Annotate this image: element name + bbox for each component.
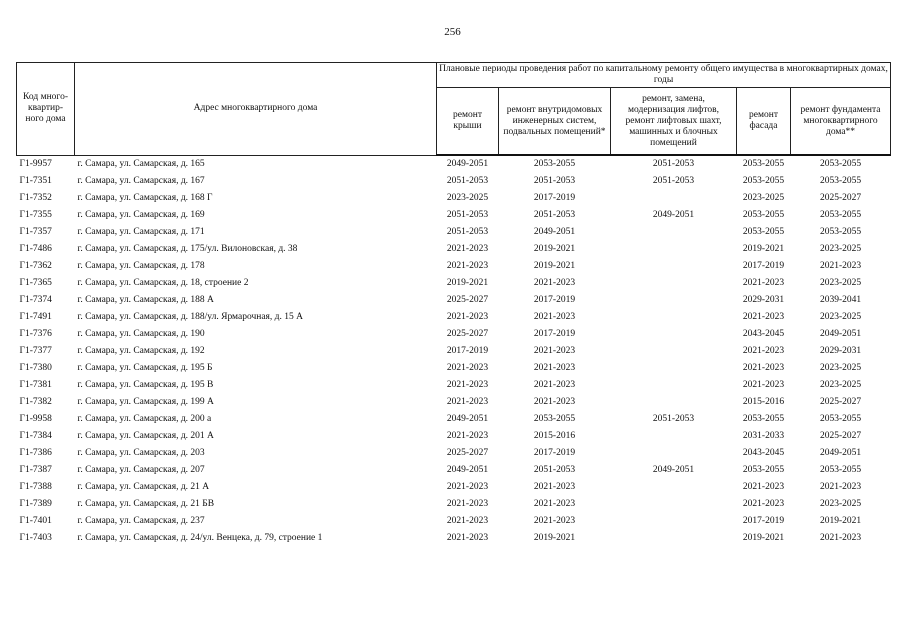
- cell-elevators: 2049-2051: [652, 210, 695, 220]
- cell-elevators: [611, 496, 737, 513]
- cell-facade: 2021-2023: [742, 346, 785, 356]
- cell-foundation: 2023-2025: [819, 244, 862, 254]
- cell-address: г. Самара, ул. Самарская, д. 199 А: [77, 397, 214, 407]
- table-row: [17, 411, 891, 428]
- cell-systems: 2021-2023: [533, 482, 576, 492]
- cell-code: Г1-7355: [19, 210, 52, 220]
- header-row: [17, 63, 891, 88]
- cell-code: Г1-7374: [19, 295, 52, 305]
- cell-facade: 2043-2045: [742, 448, 785, 458]
- table-row: [17, 190, 891, 207]
- cell-foundation: 2023-2025: [819, 499, 862, 509]
- cell-address: г. Самара, ул. Самарская, д. 171: [77, 227, 205, 237]
- cell-elevators: [611, 479, 737, 496]
- cell-code: Г1-7362: [19, 261, 52, 271]
- cell-code: Г1-7380: [19, 363, 52, 373]
- cell-foundation: 2053-2055: [819, 159, 862, 169]
- cell-address: г. Самара, ул. Самарская, д. 188 А: [77, 295, 214, 305]
- cell-roof: 2025-2027: [446, 329, 489, 339]
- table-row: [17, 173, 891, 190]
- cell-address: г. Самара, ул. Самарская, д. 21 А: [77, 482, 210, 492]
- cell-elevators: 2049-2051: [652, 465, 695, 475]
- cell-code: Г1-7352: [19, 193, 52, 203]
- cell-code: Г1-7351: [19, 176, 52, 186]
- cell-code: Г1-7357: [19, 227, 52, 237]
- cell-foundation: 2025-2027: [819, 431, 862, 441]
- header-address: Адрес многоквартирного дома: [75, 63, 437, 156]
- cell-systems: 2015-2016: [533, 431, 576, 441]
- cell-elevators: [611, 275, 737, 292]
- cell-address: г. Самара, ул. Самарская, д. 168 Г: [77, 193, 213, 203]
- cell-roof: 2049-2051: [446, 414, 489, 424]
- cell-systems: 2051-2053: [533, 465, 576, 475]
- cell-foundation: 2023-2025: [819, 380, 862, 390]
- cell-code: Г1-7387: [19, 465, 52, 475]
- cell-foundation: 2029-2031: [819, 346, 862, 356]
- cell-elevators: [611, 309, 737, 326]
- cell-facade: 2053-2055: [742, 210, 785, 220]
- cell-address: г. Самара, ул. Самарская, д. 167: [77, 176, 205, 186]
- cell-elevators: 2051-2053: [652, 176, 695, 186]
- cell-roof: 2021-2023: [446, 431, 489, 441]
- cell-code: Г1-7403: [19, 533, 52, 543]
- cell-systems: 2019-2021: [533, 261, 576, 271]
- cell-roof: 2049-2051: [446, 465, 489, 475]
- table-row: [17, 309, 891, 326]
- cell-foundation: 2021-2023: [819, 261, 862, 271]
- header-foundation: ремонт фундамента многоквартирного дома**: [791, 88, 891, 156]
- cell-code: Г1-7377: [19, 346, 52, 356]
- cell-elevators: [611, 377, 737, 394]
- cell-roof: 2021-2023: [446, 380, 489, 390]
- cell-roof: 2051-2053: [446, 210, 489, 220]
- cell-facade: 2053-2055: [742, 227, 785, 237]
- cell-systems: 2019-2021: [533, 533, 576, 543]
- cell-facade: 2043-2045: [742, 329, 785, 339]
- cell-elevators: [611, 394, 737, 411]
- cell-systems: 2017-2019: [533, 448, 576, 458]
- header-code: Код много-квартир-ного дома: [17, 63, 75, 156]
- cell-elevators: [611, 190, 737, 207]
- table-row: [17, 360, 891, 377]
- table-row: [17, 207, 891, 224]
- header-roof: ремонт крыши: [437, 88, 499, 156]
- cell-foundation: 2023-2025: [819, 312, 862, 322]
- cell-foundation: 2053-2055: [819, 465, 862, 475]
- cell-foundation: 2053-2055: [819, 414, 862, 424]
- cell-foundation: 2021-2023: [819, 533, 862, 543]
- cell-foundation: 2053-2055: [819, 210, 862, 220]
- cell-foundation: 2019-2021: [819, 516, 862, 526]
- table-row: [17, 462, 891, 479]
- cell-facade: 2053-2055: [742, 159, 785, 169]
- cell-facade: 2017-2019: [742, 516, 785, 526]
- cell-facade: 2053-2055: [742, 176, 785, 186]
- cell-elevators: [611, 326, 737, 343]
- cell-roof: 2025-2027: [446, 448, 489, 458]
- cell-facade: 2021-2023: [742, 380, 785, 390]
- cell-facade: 2023-2025: [742, 193, 785, 203]
- table-header: [17, 63, 891, 156]
- cell-foundation: 2023-2025: [819, 363, 862, 373]
- cell-systems: 2021-2023: [533, 499, 576, 509]
- cell-address: г. Самара, ул. Самарская, д. 192: [77, 346, 205, 356]
- cell-elevators: [611, 224, 737, 241]
- header-periods: Плановые периоды проведения работ по капитальному ремонту общего имущества в многоквартирных домах, годы: [437, 63, 891, 88]
- cell-facade: 2017-2019: [742, 261, 785, 271]
- cell-systems: 2017-2019: [533, 329, 576, 339]
- cell-code: Г1-7386: [19, 448, 52, 458]
- header-systems: ремонт внутридомовых инженерных систем, подвальных помещений*: [499, 88, 611, 156]
- cell-foundation: 2025-2027: [819, 193, 862, 203]
- cell-facade: 2021-2023: [742, 278, 785, 288]
- cell-systems: 2021-2023: [533, 363, 576, 373]
- cell-elevators: [611, 513, 737, 530]
- cell-elevators: 2051-2053: [652, 159, 695, 169]
- cell-code: Г1-7388: [19, 482, 52, 492]
- table-body: [17, 155, 891, 547]
- table-row: [17, 155, 891, 173]
- cell-foundation: 2049-2051: [819, 448, 862, 458]
- cell-address: г. Самара, ул. Самарская, д. 18, строение 2: [77, 278, 249, 288]
- cell-code: Г1-7376: [19, 329, 52, 339]
- cell-systems: 2021-2023: [533, 278, 576, 288]
- cell-code: Г1-7365: [19, 278, 52, 288]
- cell-systems: 2053-2055: [533, 159, 576, 169]
- cell-roof: 2051-2053: [446, 227, 489, 237]
- cell-facade: 2053-2055: [742, 465, 785, 475]
- cell-address: г. Самара, ул. Самарская, д. 175/ул. Вилоновская, д. 38: [77, 244, 298, 254]
- cell-facade: 2021-2023: [742, 363, 785, 373]
- cell-roof: 2025-2027: [446, 295, 489, 305]
- table-row: [17, 513, 891, 530]
- cell-code: Г1-9957: [19, 158, 52, 169]
- cell-address: г. Самара, ул. Самарская, д. 21 БВ: [77, 499, 215, 509]
- cell-address: г. Самара, ул. Самарская, д. 195 Б: [77, 363, 213, 373]
- cell-facade: 2015-2016: [742, 397, 785, 407]
- header-facade: ремонт фасада: [737, 88, 791, 156]
- cell-roof: 2023-2025: [446, 193, 489, 203]
- cell-systems: 2021-2023: [533, 346, 576, 356]
- cell-systems: 2021-2023: [533, 312, 576, 322]
- cell-elevators: [611, 530, 737, 547]
- cell-code: Г1-7486: [19, 244, 52, 254]
- cell-systems: 2051-2053: [533, 210, 576, 220]
- cell-elevators: [611, 445, 737, 462]
- table-row: [17, 377, 891, 394]
- cell-facade: 2021-2023: [742, 499, 785, 509]
- cell-facade: 2021-2023: [742, 312, 785, 322]
- cell-facade: 2053-2055: [742, 414, 785, 424]
- table-row: [17, 445, 891, 462]
- cell-code: Г1-7401: [19, 516, 52, 526]
- table-row: [17, 530, 891, 547]
- capital-repair-table: [16, 62, 891, 547]
- cell-roof: 2049-2051: [446, 159, 489, 169]
- cell-address: г. Самара, ул. Самарская, д. 188/ул. Ярмарочная, д. 15 А: [77, 312, 303, 322]
- cell-code: Г1-7381: [19, 380, 52, 390]
- cell-roof: 2021-2023: [446, 499, 489, 509]
- cell-roof: 2021-2023: [446, 533, 489, 543]
- cell-roof: 2017-2019: [446, 346, 489, 356]
- cell-facade: 2019-2021: [742, 533, 785, 543]
- cell-foundation: 2053-2055: [819, 176, 862, 186]
- cell-address: г. Самара, ул. Самарская, д. 165: [77, 158, 205, 169]
- table-row: [17, 224, 891, 241]
- cell-elevators: [611, 258, 737, 275]
- cell-roof: 2021-2023: [446, 261, 489, 271]
- cell-roof: 2021-2023: [446, 397, 489, 407]
- cell-address: г. Самара, ул. Самарская, д. 201 А: [77, 431, 214, 441]
- cell-address: г. Самара, ул. Самарская, д. 195 В: [77, 380, 214, 390]
- cell-elevators: 2051-2053: [652, 414, 695, 424]
- cell-systems: 2021-2023: [533, 397, 576, 407]
- cell-address: г. Самара, ул. Самарская, д. 203: [77, 448, 205, 458]
- cell-systems: 2017-2019: [533, 295, 576, 305]
- cell-facade: 2019-2021: [742, 244, 785, 254]
- cell-foundation: 2023-2025: [819, 278, 862, 288]
- page-number: 256: [444, 26, 461, 38]
- cell-address: г. Самара, ул. Самарская, д. 200 а: [77, 414, 212, 424]
- cell-systems: 2053-2055: [533, 414, 576, 424]
- cell-facade: 2021-2023: [742, 482, 785, 492]
- cell-foundation: 2053-2055: [819, 227, 862, 237]
- cell-elevators: [611, 241, 737, 258]
- cell-address: г. Самара, ул. Самарская, д. 178: [77, 261, 205, 271]
- cell-systems: 2051-2053: [533, 176, 576, 186]
- table-row: [17, 343, 891, 360]
- table-row: [17, 428, 891, 445]
- cell-code: Г1-7384: [19, 431, 52, 441]
- table-row: [17, 394, 891, 411]
- cell-code: Г1-7389: [19, 499, 52, 509]
- table-row: [17, 258, 891, 275]
- table-row: [17, 496, 891, 513]
- table-row: [17, 292, 891, 309]
- table-row: [17, 241, 891, 258]
- cell-elevators: [611, 360, 737, 377]
- cell-address: г. Самара, ул. Самарская, д. 190: [77, 329, 205, 339]
- cell-foundation: 2049-2051: [819, 329, 862, 339]
- cell-systems: 2021-2023: [533, 516, 576, 526]
- cell-systems: 2049-2051: [533, 227, 576, 237]
- cell-foundation: 2021-2023: [819, 482, 862, 492]
- cell-roof: 2021-2023: [446, 516, 489, 526]
- cell-roof: 2051-2053: [446, 176, 489, 186]
- cell-code: Г1-7491: [19, 312, 52, 322]
- cell-elevators: [611, 292, 737, 309]
- cell-foundation: 2025-2027: [819, 397, 862, 407]
- cell-address: г. Самара, ул. Самарская, д. 169: [77, 210, 205, 220]
- cell-roof: 2021-2023: [446, 482, 489, 492]
- cell-roof: 2021-2023: [446, 244, 489, 254]
- cell-roof: 2021-2023: [446, 312, 489, 322]
- cell-systems: 2019-2021: [533, 244, 576, 254]
- header-elevators: ремонт, замена, модернизация лифтов, ремонт лифтовых шахт, машинных и блочных помещений: [611, 88, 737, 156]
- table-row: [17, 275, 891, 292]
- cell-code: Г1-9958: [19, 414, 52, 424]
- cell-roof: 2019-2021: [446, 278, 489, 288]
- cell-facade: 2031-2033: [742, 431, 785, 441]
- cell-facade: 2029-2031: [742, 295, 785, 305]
- cell-systems: 2021-2023: [533, 380, 576, 390]
- table-row: [17, 326, 891, 343]
- cell-address: г. Самара, ул. Самарская, д. 24/ул. Венцека, д. 79, строение 1: [77, 533, 323, 543]
- cell-foundation: 2039-2041: [819, 295, 862, 305]
- cell-systems: 2017-2019: [533, 193, 576, 203]
- table-row: [17, 479, 891, 496]
- cell-elevators: [611, 343, 737, 360]
- cell-address: г. Самара, ул. Самарская, д. 207: [77, 465, 205, 475]
- cell-code: Г1-7382: [19, 397, 52, 407]
- cell-elevators: [611, 428, 737, 445]
- cell-address: г. Самара, ул. Самарская, д. 237: [77, 516, 205, 526]
- cell-roof: 2021-2023: [446, 363, 489, 373]
